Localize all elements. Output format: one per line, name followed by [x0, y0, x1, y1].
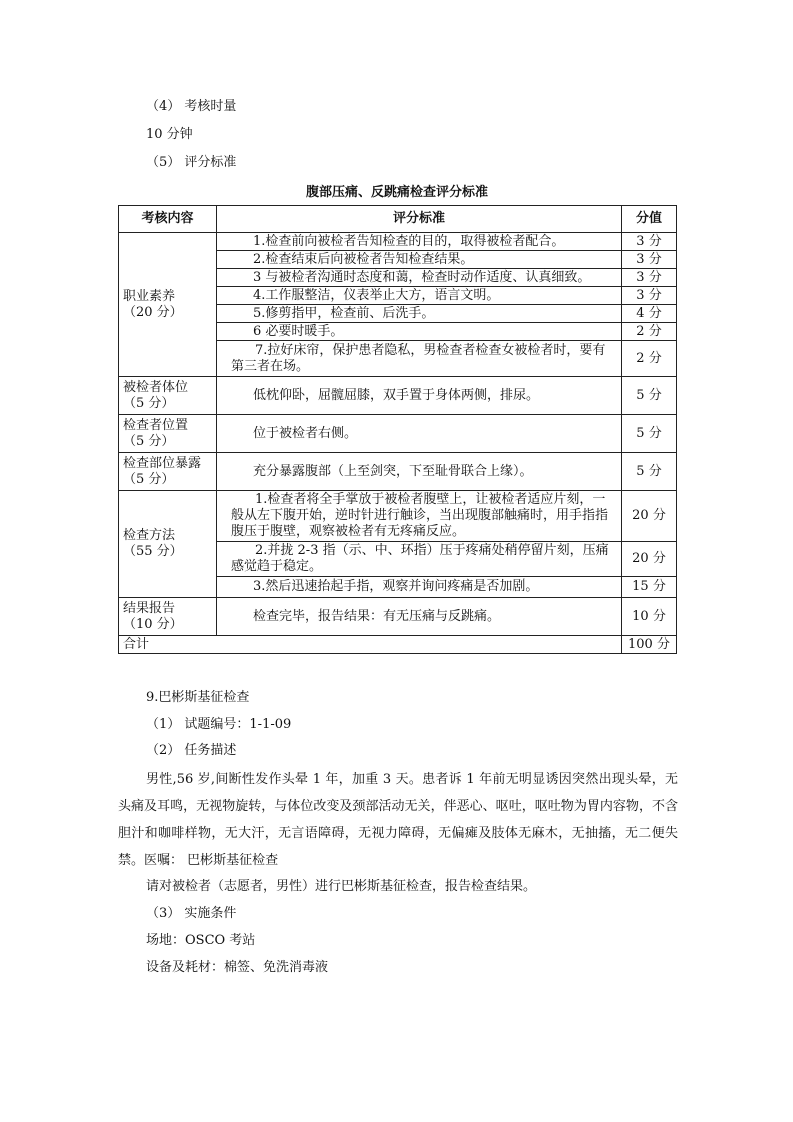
task-description: 男性,56 岁,间断性发作头晕 1 年，加重 3 天。患者诉 1 年前无明显诱因突然出现头晕，无头痛及耳鸣，无视物旋转，与体位改变及颈部活动无关，伴恶心、呕吐，呕吐物为胃内容物，不含胆汁和咖啡样物，无大汗，无言语障碍，无视力障碍，无偏瘫及肢体无麻木，无抽搐，无二便失禁。医嘱： 巴彬斯基征检查 — [118, 772, 678, 868]
score-cell: 4 分 — [622, 305, 677, 323]
category-cell: 被检者体位 （5 分） — [119, 377, 217, 415]
criterion-cell: 位于被检者右侧。 — [217, 415, 622, 453]
criterion-cell: 2.并拢 2-3 指（示、中、环指）压于疼痛处稍停留片刻，压痛感觉趋于稳定。 — [217, 542, 622, 577]
category-cell: 检查部位暴露 （5 分） — [119, 453, 217, 491]
header-category: 考核内容 — [119, 206, 217, 233]
score-cell: 15 分 — [622, 577, 677, 598]
total-label: 合计 — [119, 636, 622, 654]
criterion-cell: 3 与被检者沟通时态度和蔼，检查时动作适度、认真细致。 — [217, 269, 622, 287]
score-cell: 3 分 — [622, 287, 677, 305]
score-cell: 20 分 — [622, 542, 677, 577]
task-instruction: 请对被检者（志愿者，男性）进行巴彬斯基征检查，报告检查结果。 — [146, 879, 537, 894]
score-cell: 20 分 — [622, 491, 677, 542]
table-header-row — [119, 206, 677, 233]
scoring-table — [118, 205, 677, 654]
exam-time-heading: （4） 考核时量 — [146, 99, 237, 114]
criterion-cell: 检查完毕，报告结果：有无压痛与反跳痛。 — [217, 598, 622, 636]
score-cell: 3 分 — [622, 251, 677, 269]
table-row — [119, 377, 677, 415]
criterion-cell: 3.然后迅速抬起手指，观察并询问疼痛是否加剧。 — [217, 577, 622, 598]
score-cell: 3 分 — [622, 233, 677, 251]
criterion-cell: 7.拉好床帘，保护患者隐私，男检查者检查女被检者时，要有第三者在场。 — [217, 341, 622, 377]
table-row — [119, 491, 677, 542]
table-title: 腹部压痛、反跳痛检查评分标准 — [305, 185, 488, 200]
score-cell: 2 分 — [622, 323, 677, 341]
score-cell: 2 分 — [622, 341, 677, 377]
table-row — [119, 598, 677, 636]
criterion-cell: 低枕仰卧，屈髋屈膝，双手置于身体两侧，排尿。 — [217, 377, 622, 415]
criterion-cell: 6 必要时暖手。 — [217, 323, 622, 341]
table-row — [119, 233, 677, 251]
criterion-cell: 4.工作服整洁，仪表举止大方，语言文明。 — [217, 287, 622, 305]
total-score: 100 分 — [622, 636, 677, 654]
score-cell: 10 分 — [622, 598, 677, 636]
criterion-cell: 1.检查者将全手掌放于被检者腹壁上，让被检者适应片刻，一般从左下腹开始，逆时针进行触诊，当出现腹部触痛时，用手指指腹压于腹壁，观察被检者有无疼痛反应。 — [217, 491, 622, 542]
category-cell: 结果报告 （10 分） — [119, 598, 217, 636]
category-cell: 检查者位置 （5 分） — [119, 415, 217, 453]
criterion-cell: 2.检查结束后向被检者告知检查结果。 — [217, 251, 622, 269]
conditions-heading: （3） 实施条件 — [146, 906, 237, 921]
total-row — [119, 636, 677, 654]
score-cell: 3 分 — [622, 269, 677, 287]
table-row — [119, 453, 677, 491]
table-row — [119, 415, 677, 453]
category-cell: 检查方法 （55 分） — [119, 491, 217, 598]
equipment: 设备及耗材：棉签、免洗消毒液 — [146, 960, 329, 975]
score-cell: 5 分 — [622, 415, 677, 453]
scoring-heading: （5） 评分标准 — [146, 155, 237, 170]
exam-time-value: 10 分钟 — [146, 127, 193, 142]
header-score: 分值 — [622, 206, 677, 233]
score-cell: 5 分 — [622, 453, 677, 491]
criterion-cell: 5.修剪指甲，检查前、后洗手。 — [217, 305, 622, 323]
category-cell: 职业素养 （20 分） — [119, 233, 217, 377]
task-heading: （2） 任务描述 — [146, 743, 237, 758]
criterion-cell: 充分暴露腹部（上至剑突，下至耻骨联合上缘）。 — [217, 453, 622, 491]
venue: 场地：OSCO 考站 — [146, 933, 256, 948]
header-criterion: 评分标准 — [217, 206, 622, 233]
criterion-cell: 1.检查前向被检者告知检查的目的，取得被检者配合。 — [217, 233, 622, 251]
item-number: （1） 试题编号：1-1-09 — [146, 717, 292, 732]
section9-heading: 9.巴彬斯基征检查 — [146, 690, 250, 705]
score-cell: 5 分 — [622, 377, 677, 415]
